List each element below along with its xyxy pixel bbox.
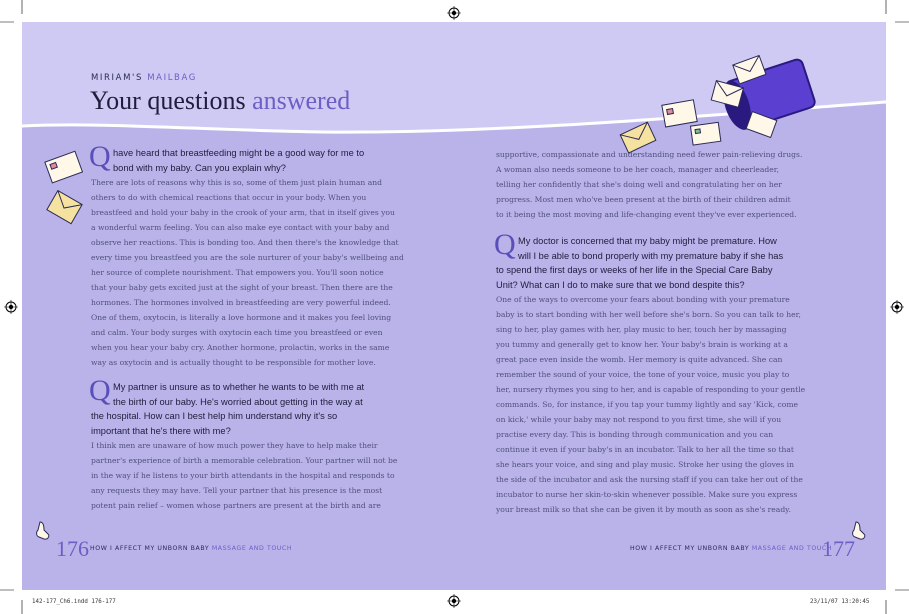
- body-line: observe her reactions. This is bonding too. And then there's the knowledge that: [91, 238, 399, 247]
- body-line: way as oxytocin and is actually thought to be responsible for mother love.: [91, 358, 376, 367]
- body-line: in the way if he listens to your birth attendants in the hospital and responds to: [91, 471, 395, 480]
- section-label: MIRIAM'S MAILBAG: [91, 73, 197, 83]
- running-footer-right: HOW I AFFECT MY UNBORN BABY MASSAGE AND TOUCH: [630, 545, 833, 552]
- slug-file: 142-177_Ch6.indd 176-177: [32, 599, 116, 605]
- body-line: her, nursery rhymes you sing to her, and is capable of responding to your gentle: [496, 385, 806, 394]
- body-line: hormones. The hormones involved in breastfeeding are very powerful indeed.: [91, 298, 391, 307]
- body-line: breastfeed and hold your baby in the crook of your arm, that in itself gives you: [91, 208, 395, 217]
- body-line: progress. Most men who've been present at the birth of their children admit: [496, 195, 791, 204]
- body-line: the side of the incubator and ask the nursing staff if you can take her out of the: [496, 475, 803, 484]
- body-line: continue it even if your baby's in an incubator. Talk to her all the time so that: [496, 445, 794, 454]
- question-line: the birth of our baby. He's worried about getting in the way at: [113, 396, 363, 407]
- body-line: sing to her, play games with her, play music to her, touch her by massaging: [496, 325, 787, 334]
- question-line: will I be able to bond properly with my premature baby if she has: [518, 250, 784, 261]
- page-title: Your questions answered: [90, 86, 351, 115]
- body-line: she hears your voice, and sing and play music. Stroke her using the gloves in: [496, 460, 795, 469]
- body-line: others to do with chemical reactions that occur in your body. When you: [91, 193, 367, 202]
- q-initial: Q: [494, 228, 516, 261]
- body-line: great pace even inside the womb. Her memory is quite advanced. She can: [496, 355, 783, 364]
- q-initial: Q: [89, 374, 111, 407]
- body-line: to it being the most moving and life-changing event they've ever experienced.: [496, 210, 797, 219]
- body-line: supportive, compassionate and understanding need fewer pain-relieving drugs.: [496, 150, 803, 159]
- question-line: bond with my baby. Can you explain why?: [113, 162, 286, 173]
- page-number-left: 176: [56, 536, 89, 561]
- body-line: potent pain relief – women whose partners are present at the birth and are: [91, 501, 381, 510]
- body-line: telling her confidently that she's doing well and congratulating her on her: [496, 180, 782, 189]
- body-line: remember the sound of your voice, the tone of your voice, music you play to: [496, 370, 790, 379]
- body-line: when you hear your baby cry. Another hormone, prolactin, works in the same: [91, 343, 390, 352]
- body-line: and calm. Your body surges with oxytocin each time you breastfeed or even: [91, 328, 383, 337]
- body-line: baby is to start bonding with her well before she's born. So you can talk to her,: [496, 310, 801, 319]
- body-line: you tummy and generally get to know her. Your baby's brain is working at a: [496, 340, 788, 349]
- slug-date: 23/11/07 13:20:45: [810, 599, 870, 605]
- question-line: have heard that breastfeeding might be a good way for me to: [113, 148, 365, 158]
- body-line: every time you breastfeed you are the sole nurturer of your baby's wellbeing and: [91, 253, 404, 262]
- question-line: important that he's there with me?: [91, 425, 231, 436]
- question-line: to spend the first days or weeks of her life in the Special Care Baby: [496, 265, 773, 275]
- q-initial: Q: [89, 140, 111, 173]
- body-line: commands. So, for instance, if you tap your tummy lightly and say 'Kick, come: [496, 400, 799, 409]
- body-line: A woman also needs someone to be her coach, manager and cheerleader,: [496, 165, 779, 174]
- body-line: partner's experience of birth a memorable celebration. Your partner will not be: [91, 456, 398, 465]
- question-line: My doctor is concerned that my baby might be premature. How: [518, 236, 777, 246]
- body-line: One of them, oxytocin, is literally a love hormone and it makes you feel loving: [91, 313, 392, 322]
- question-line: the hospital. How can I best help him understand why it's so: [91, 411, 338, 421]
- question-line: Unit? What can I do to make sure that we bond despite this?: [496, 279, 745, 290]
- body-line: on kick,' while your baby may not respond to you first time, she will if you: [496, 415, 782, 424]
- body-line: I think men are unaware of how much power they have to help make their: [91, 441, 378, 450]
- body-line: her source of complete nourishment. That empowers you. You'll soon notice: [91, 268, 384, 277]
- body-line: incubator to nurse her skin-to-skin whenever possible. Make sure you express: [496, 490, 798, 499]
- question-line: My partner is unsure as to whether he wants to be with me at: [113, 382, 365, 392]
- body-line: any requests they may have. Tell your partner that his presence is the most: [91, 486, 383, 495]
- body-line: There are lots of reasons why this is so, some of them just plain human and: [91, 178, 383, 187]
- body-line: that your baby gets excited just at the sight of your breast. Then there are the: [91, 283, 393, 292]
- page-number-right: 177: [822, 536, 855, 561]
- body-line: practise every day. This is bonding through communication and you can: [496, 430, 774, 439]
- body-line: a wonderful warm feeling. You can also make eye contact with your baby and: [91, 223, 390, 232]
- body-line: your breast milk so that she can be given it by mouth as soon as she's ready.: [496, 505, 791, 514]
- body-line: One of the ways to overcome your fears about bonding with your premature: [496, 295, 790, 304]
- running-footer-left: HOW I AFFECT MY UNBORN BABY MASSAGE AND TOUCH: [90, 545, 293, 552]
